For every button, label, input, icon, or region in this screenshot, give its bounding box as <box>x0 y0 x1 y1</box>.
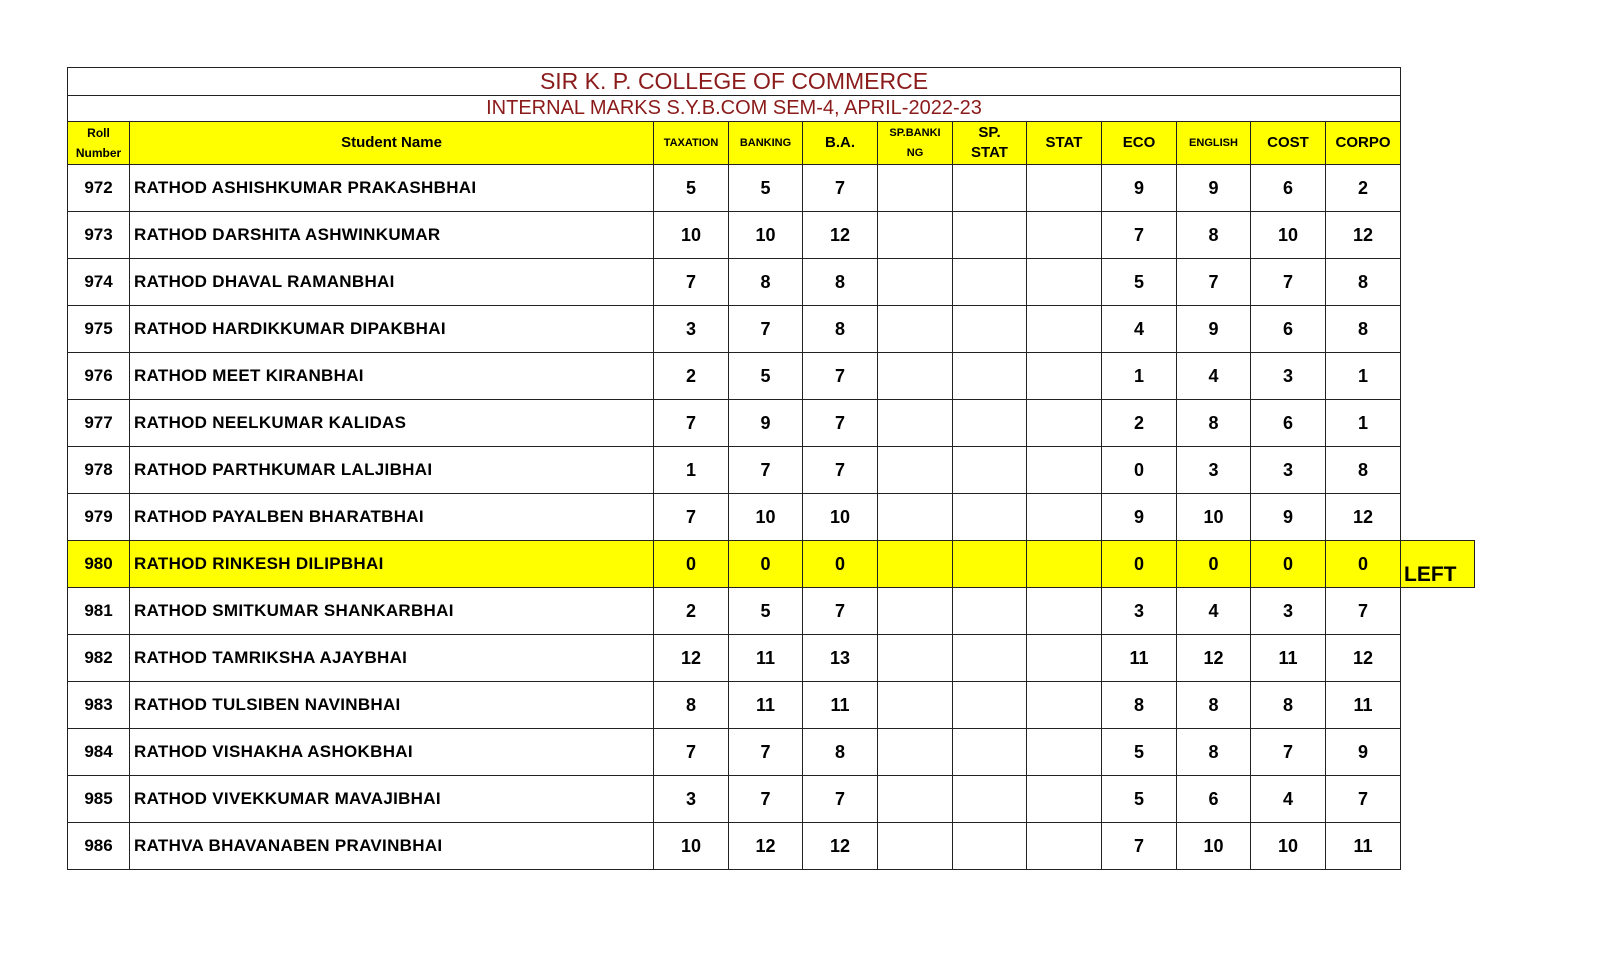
banking-mark-cell: 7 <box>729 447 803 494</box>
cost-mark-cell: 11 <box>1251 635 1326 682</box>
student-row <box>68 541 1475 588</box>
taxation-mark-cell: 3 <box>654 776 729 823</box>
stat-mark-cell <box>1027 588 1102 635</box>
taxation-mark-cell: 1 <box>654 447 729 494</box>
student-name-cell: RATHOD RINKESH DILIPBHAI <box>130 541 654 588</box>
ba-mark-cell: 11 <box>803 682 878 729</box>
student-name-cell: RATHOD ASHISHKUMAR PRAKASHBHAI <box>130 165 654 212</box>
eco-mark-cell: 0 <box>1102 541 1177 588</box>
stat-mark-cell <box>1027 635 1102 682</box>
stat-mark-cell <box>1027 212 1102 259</box>
cost-mark-cell: 3 <box>1251 353 1326 400</box>
col-header-eco: ECO <box>1102 122 1177 165</box>
taxation-mark-cell: 8 <box>654 682 729 729</box>
eco-mark-cell: 5 <box>1102 729 1177 776</box>
sp-banking-mark-cell <box>878 353 953 400</box>
sp-banking-mark-cell <box>878 776 953 823</box>
sp-banking-mark-cell <box>878 494 953 541</box>
corpo-mark-cell: 7 <box>1326 588 1401 635</box>
student-name-cell: RATHVA BHAVANABEN PRAVINBHAI <box>130 823 654 870</box>
english-mark-cell: 8 <box>1177 212 1251 259</box>
col-header-sp-banking <box>878 122 953 165</box>
taxation-mark-cell: 10 <box>654 212 729 259</box>
cost-mark-cell: 7 <box>1251 729 1326 776</box>
status-note-left: LEFT <box>1401 541 1475 588</box>
ba-mark-cell: 10 <box>803 494 878 541</box>
empty-note-cell <box>1401 447 1475 494</box>
banking-mark-cell: 7 <box>729 729 803 776</box>
eco-mark-cell: 7 <box>1102 212 1177 259</box>
cost-mark-cell: 0 <box>1251 541 1326 588</box>
col-header-student-name: Student Name <box>130 122 654 165</box>
english-mark-cell: 4 <box>1177 353 1251 400</box>
english-mark-cell: 8 <box>1177 400 1251 447</box>
roll-number-cell: 972 <box>68 165 130 212</box>
eco-mark-cell: 2 <box>1102 400 1177 447</box>
ba-mark-cell: 13 <box>803 635 878 682</box>
banking-mark-cell: 10 <box>729 494 803 541</box>
eco-mark-cell: 7 <box>1102 823 1177 870</box>
col-header-taxation: TAXATION <box>654 122 729 165</box>
banking-mark-cell: 10 <box>729 212 803 259</box>
roll-number-cell: 984 <box>68 729 130 776</box>
college-title: SIR K. P. COLLEGE OF COMMERCE <box>68 68 1401 96</box>
student-name-cell: RATHOD NEELKUMAR KALIDAS <box>130 400 654 447</box>
banking-mark-cell: 8 <box>729 259 803 306</box>
corpo-mark-cell: 11 <box>1326 682 1401 729</box>
banking-mark-cell: 11 <box>729 682 803 729</box>
sp-banking-mark-cell <box>878 165 953 212</box>
student-row <box>68 635 1475 682</box>
empty-note-cell <box>1401 212 1475 259</box>
column-header-row <box>68 122 1475 165</box>
col-header-stat: STAT <box>1027 122 1102 165</box>
sp-stat-mark-cell <box>953 682 1027 729</box>
sp-stat-mark-cell <box>953 635 1027 682</box>
empty-note-cell <box>1401 165 1475 212</box>
sp-banking-mark-cell <box>878 635 953 682</box>
english-mark-cell: 8 <box>1177 682 1251 729</box>
ba-mark-cell: 7 <box>803 165 878 212</box>
sp-stat-header-line1: SP. <box>978 124 1001 141</box>
ba-mark-cell: 7 <box>803 353 878 400</box>
sp-banking-mark-cell <box>878 447 953 494</box>
stat-mark-cell <box>1027 447 1102 494</box>
stat-mark-cell <box>1027 494 1102 541</box>
taxation-mark-cell: 7 <box>654 729 729 776</box>
roll-number-cell: 978 <box>68 447 130 494</box>
english-mark-cell: 10 <box>1177 494 1251 541</box>
roll-number-cell: 975 <box>68 306 130 353</box>
cost-mark-cell: 10 <box>1251 823 1326 870</box>
empty-note-cell <box>1401 776 1475 823</box>
sp-banking-mark-cell <box>878 306 953 353</box>
ba-mark-cell: 8 <box>803 306 878 353</box>
student-row <box>68 165 1475 212</box>
sp-stat-mark-cell <box>953 400 1027 447</box>
cost-mark-cell: 9 <box>1251 494 1326 541</box>
english-mark-cell: 0 <box>1177 541 1251 588</box>
roll-number-cell: 981 <box>68 588 130 635</box>
roll-number-cell: 982 <box>68 635 130 682</box>
english-mark-cell: 7 <box>1177 259 1251 306</box>
cost-mark-cell: 3 <box>1251 447 1326 494</box>
student-name-cell: RATHOD PARTHKUMAR LALJIBHAI <box>130 447 654 494</box>
sp-stat-mark-cell <box>953 729 1027 776</box>
taxation-mark-cell: 2 <box>654 353 729 400</box>
english-mark-cell: 9 <box>1177 165 1251 212</box>
ba-mark-cell: 8 <box>803 729 878 776</box>
corpo-mark-cell: 0 <box>1326 541 1401 588</box>
eco-mark-cell: 8 <box>1102 682 1177 729</box>
ba-mark-cell: 7 <box>803 588 878 635</box>
ba-mark-cell: 7 <box>803 400 878 447</box>
col-header-banking: BANKING <box>729 122 803 165</box>
roll-number-cell: 985 <box>68 776 130 823</box>
ba-mark-cell: 7 <box>803 447 878 494</box>
empty-note-cell <box>1401 306 1475 353</box>
sp-stat-mark-cell <box>953 588 1027 635</box>
student-row <box>68 259 1475 306</box>
student-name-cell: RATHOD HARDIKKUMAR DIPAKBHAI <box>130 306 654 353</box>
taxation-mark-cell: 10 <box>654 823 729 870</box>
student-name-cell: RATHOD TULSIBEN NAVINBHAI <box>130 682 654 729</box>
sp-stat-mark-cell <box>953 541 1027 588</box>
stat-mark-cell <box>1027 306 1102 353</box>
banking-mark-cell: 5 <box>729 353 803 400</box>
sp-banking-mark-cell <box>878 823 953 870</box>
student-name-cell: RATHOD DHAVAL RAMANBHAI <box>130 259 654 306</box>
roll-number-cell: 973 <box>68 212 130 259</box>
cost-mark-cell: 6 <box>1251 165 1326 212</box>
sp-stat-mark-cell <box>953 353 1027 400</box>
english-mark-cell: 9 <box>1177 306 1251 353</box>
cost-mark-cell: 6 <box>1251 400 1326 447</box>
english-mark-cell: 10 <box>1177 823 1251 870</box>
eco-mark-cell: 4 <box>1102 306 1177 353</box>
eco-mark-cell: 9 <box>1102 494 1177 541</box>
student-row <box>68 400 1475 447</box>
stat-mark-cell <box>1027 729 1102 776</box>
eco-mark-cell: 11 <box>1102 635 1177 682</box>
sp-stat-mark-cell <box>953 823 1027 870</box>
student-row <box>68 306 1475 353</box>
corpo-mark-cell: 8 <box>1326 259 1401 306</box>
roll-header-line2: Number <box>75 146 122 160</box>
empty-note-cell <box>1401 259 1475 306</box>
ba-mark-cell: 7 <box>803 776 878 823</box>
eco-mark-cell: 9 <box>1102 165 1177 212</box>
marks-sheet <box>67 67 1475 870</box>
stat-mark-cell <box>1027 541 1102 588</box>
roll-number-cell: 986 <box>68 823 130 870</box>
corpo-mark-cell: 8 <box>1326 447 1401 494</box>
empty-note-cell <box>1401 400 1475 447</box>
empty-note-cell <box>1401 635 1475 682</box>
col-header-ba: B.A. <box>803 122 878 165</box>
ba-mark-cell: 12 <box>803 212 878 259</box>
cost-mark-cell: 6 <box>1251 306 1326 353</box>
banking-mark-cell: 5 <box>729 588 803 635</box>
taxation-mark-cell: 0 <box>654 541 729 588</box>
cost-mark-cell: 7 <box>1251 259 1326 306</box>
student-name-cell: RATHOD VIVEKKUMAR MAVAJIBHAI <box>130 776 654 823</box>
corpo-mark-cell: 11 <box>1326 823 1401 870</box>
student-row <box>68 212 1475 259</box>
cost-mark-cell: 10 <box>1251 212 1326 259</box>
corpo-mark-cell: 1 <box>1326 400 1401 447</box>
col-header-sp-stat <box>953 122 1027 165</box>
stat-mark-cell <box>1027 682 1102 729</box>
banking-mark-cell: 7 <box>729 776 803 823</box>
corpo-mark-cell: 12 <box>1326 635 1401 682</box>
sp-stat-mark-cell <box>953 776 1027 823</box>
roll-header-line1: Roll <box>87 126 110 140</box>
sp-stat-header-line2: STAT <box>971 144 1008 161</box>
taxation-mark-cell: 5 <box>654 165 729 212</box>
eco-mark-cell: 5 <box>1102 776 1177 823</box>
empty-note-cell <box>1401 823 1475 870</box>
student-row <box>68 353 1475 400</box>
col-header-english: ENGLISH <box>1177 122 1251 165</box>
student-name-cell: RATHOD VISHAKHA ASHOKBHAI <box>130 729 654 776</box>
student-row <box>68 729 1475 776</box>
corpo-mark-cell: 9 <box>1326 729 1401 776</box>
stat-mark-cell <box>1027 776 1102 823</box>
sp-stat-mark-cell <box>953 494 1027 541</box>
roll-number-cell: 974 <box>68 259 130 306</box>
roll-number-cell: 983 <box>68 682 130 729</box>
eco-mark-cell: 0 <box>1102 447 1177 494</box>
stat-mark-cell <box>1027 259 1102 306</box>
cost-mark-cell: 4 <box>1251 776 1326 823</box>
corpo-mark-cell: 1 <box>1326 353 1401 400</box>
roll-number-cell: 977 <box>68 400 130 447</box>
sp-banking-header-line1: SP.BANKI <box>889 127 941 139</box>
sp-banking-mark-cell <box>878 212 953 259</box>
empty-note-cell <box>1401 588 1475 635</box>
banking-mark-cell: 5 <box>729 165 803 212</box>
eco-mark-cell: 3 <box>1102 588 1177 635</box>
english-mark-cell: 3 <box>1177 447 1251 494</box>
sheet-subtitle: INTERNAL MARKS S.Y.B.COM SEM-4, APRIL-2022-23 <box>68 96 1401 122</box>
roll-number-cell: 976 <box>68 353 130 400</box>
stat-mark-cell <box>1027 353 1102 400</box>
corpo-mark-cell: 7 <box>1326 776 1401 823</box>
ba-mark-cell: 12 <box>803 823 878 870</box>
corpo-mark-cell: 2 <box>1326 165 1401 212</box>
empty-note-cell <box>1401 682 1475 729</box>
eco-mark-cell: 5 <box>1102 259 1177 306</box>
taxation-mark-cell: 7 <box>654 259 729 306</box>
taxation-mark-cell: 3 <box>654 306 729 353</box>
student-row <box>68 588 1475 635</box>
empty-note-cell <box>1401 729 1475 776</box>
sp-banking-mark-cell <box>878 259 953 306</box>
cost-mark-cell: 8 <box>1251 682 1326 729</box>
ba-mark-cell: 0 <box>803 541 878 588</box>
taxation-mark-cell: 12 <box>654 635 729 682</box>
roll-number-cell: 980 <box>68 541 130 588</box>
student-row <box>68 447 1475 494</box>
stat-mark-cell <box>1027 400 1102 447</box>
corpo-mark-cell: 12 <box>1326 494 1401 541</box>
taxation-mark-cell: 7 <box>654 494 729 541</box>
banking-mark-cell: 12 <box>729 823 803 870</box>
student-rows <box>68 165 1475 870</box>
sp-banking-mark-cell <box>878 588 953 635</box>
english-mark-cell: 8 <box>1177 729 1251 776</box>
student-name-cell: RATHOD PAYALBEN BHARATBHAI <box>130 494 654 541</box>
col-header-cost: COST <box>1251 122 1326 165</box>
roll-number-cell: 979 <box>68 494 130 541</box>
sp-stat-mark-cell <box>953 259 1027 306</box>
banking-mark-cell: 9 <box>729 400 803 447</box>
ba-mark-cell: 8 <box>803 259 878 306</box>
cost-mark-cell: 3 <box>1251 588 1326 635</box>
corpo-mark-cell: 12 <box>1326 212 1401 259</box>
sp-stat-mark-cell <box>953 212 1027 259</box>
col-header-corpo: CORPO <box>1326 122 1401 165</box>
corpo-mark-cell: 8 <box>1326 306 1401 353</box>
sp-banking-mark-cell <box>878 541 953 588</box>
eco-mark-cell: 1 <box>1102 353 1177 400</box>
sp-banking-mark-cell <box>878 400 953 447</box>
taxation-mark-cell: 7 <box>654 400 729 447</box>
banking-mark-cell: 0 <box>729 541 803 588</box>
student-row <box>68 682 1475 729</box>
banking-mark-cell: 7 <box>729 306 803 353</box>
sp-stat-mark-cell <box>953 306 1027 353</box>
sp-stat-mark-cell <box>953 447 1027 494</box>
taxation-mark-cell: 2 <box>654 588 729 635</box>
sp-stat-mark-cell <box>953 165 1027 212</box>
banking-mark-cell: 11 <box>729 635 803 682</box>
sp-banking-header-line2: NG <box>906 147 924 159</box>
empty-note-cell <box>1401 494 1475 541</box>
student-name-cell: RATHOD DARSHITA ASHWINKUMAR <box>130 212 654 259</box>
sp-banking-mark-cell <box>878 729 953 776</box>
student-row <box>68 823 1475 870</box>
english-mark-cell: 12 <box>1177 635 1251 682</box>
student-name-cell: RATHOD MEET KIRANBHAI <box>130 353 654 400</box>
english-mark-cell: 4 <box>1177 588 1251 635</box>
sp-banking-mark-cell <box>878 682 953 729</box>
stat-mark-cell <box>1027 165 1102 212</box>
student-name-cell: RATHOD SMITKUMAR SHANKARBHAI <box>130 588 654 635</box>
student-row <box>68 776 1475 823</box>
marks-table <box>67 67 1475 870</box>
stat-mark-cell <box>1027 823 1102 870</box>
student-name-cell: RATHOD TAMRIKSHA AJAYBHAI <box>130 635 654 682</box>
col-header-roll-number <box>68 122 130 165</box>
student-row <box>68 494 1475 541</box>
english-mark-cell: 6 <box>1177 776 1251 823</box>
empty-note-cell <box>1401 353 1475 400</box>
